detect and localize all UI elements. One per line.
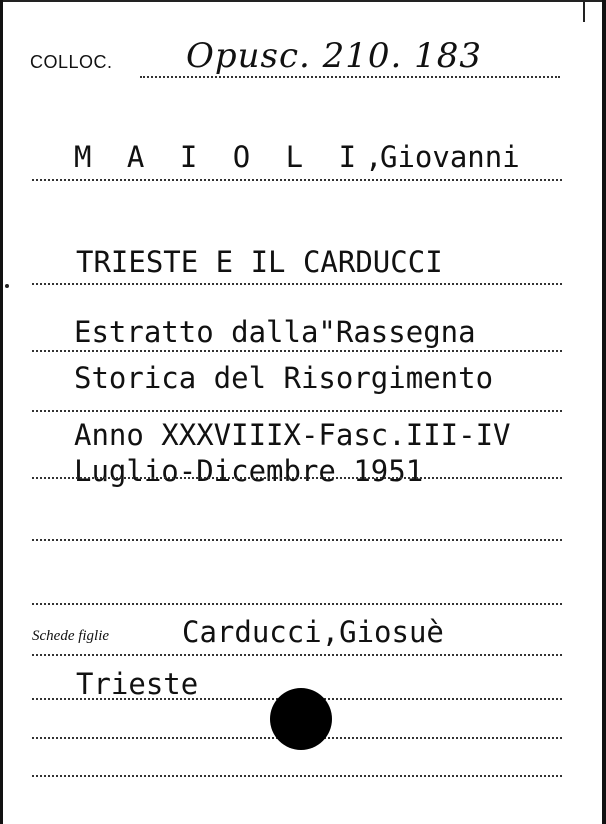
card-top-edge	[0, 0, 606, 2]
description-line-2: Storica del Risorgimento	[74, 361, 494, 395]
blank-rule-2	[32, 603, 562, 605]
description-rule-1	[32, 350, 562, 352]
card-left-edge	[0, 0, 3, 824]
schede-rule-1	[32, 654, 562, 656]
colloc-label: COLLOC.	[30, 52, 113, 72]
description-line-1: Estratto dalla"Rassegna	[74, 315, 476, 349]
schede-entry-2: Trieste	[76, 667, 199, 701]
author-surname: M A I O L I,	[74, 140, 392, 174]
colloc-rule	[140, 76, 560, 78]
title-rule	[32, 283, 562, 285]
card-margin-mark	[5, 284, 9, 288]
schede-entry-1: Carducci,Giosuè	[182, 615, 444, 649]
description-line-3: Anno XXXVIIIX-Fasc.III-IV	[74, 418, 511, 452]
schede-label: Schede figlie	[32, 628, 110, 644]
blank-rule-1	[32, 539, 562, 541]
book-title: TRIESTE E IL CARDUCCI	[76, 245, 443, 279]
card-corner-mark	[583, 0, 585, 22]
colloc-value: Opusc. 210. 183	[186, 36, 483, 76]
author-rule	[32, 179, 562, 181]
description-line-4: Luglio-Dicembre 1951	[74, 454, 424, 488]
author-name: Giovanni	[380, 140, 520, 174]
description-rule-3	[32, 477, 562, 479]
punch-hole	[270, 688, 332, 750]
blank-rule-4	[32, 775, 562, 777]
card-right-edge	[602, 0, 606, 824]
description-rule-2	[32, 410, 562, 412]
